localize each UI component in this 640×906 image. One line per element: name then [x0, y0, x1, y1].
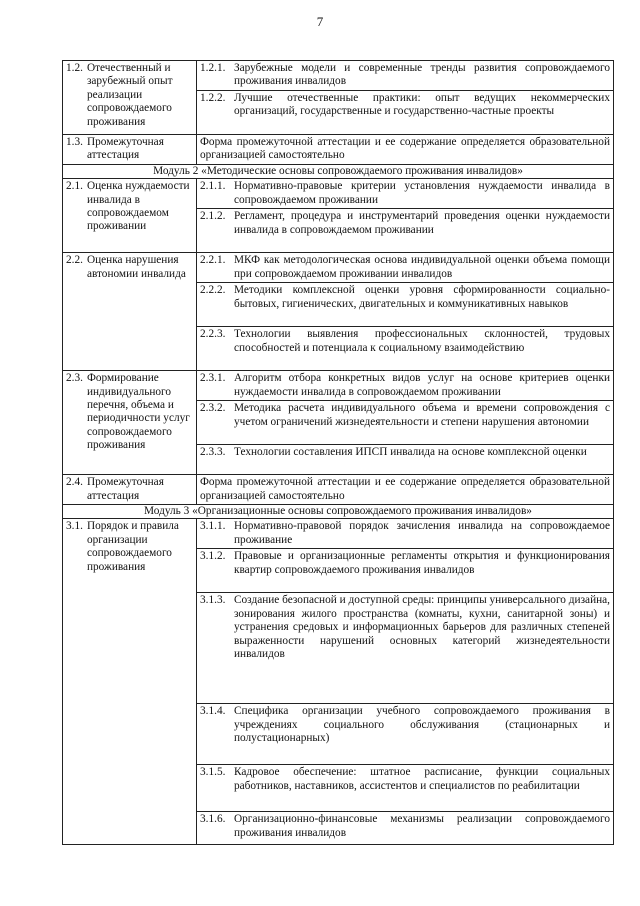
topic-cell	[197, 61, 614, 91]
section-title: Порядок и правила организации сопровождаемого проживания	[86, 520, 179, 573]
topic-cell	[197, 765, 614, 812]
section-title-cell	[63, 519, 197, 845]
section-title-cell	[63, 61, 197, 135]
section-number: 2.3.	[66, 372, 83, 385]
topic-cell	[197, 209, 614, 253]
topic-number: 2.2.3.	[200, 328, 226, 341]
topic-cell	[197, 549, 614, 593]
topic-text: Зарубежные модели и современные тренды развития сопровождаемого проживания инвалидов	[234, 62, 610, 88]
topic-number: 3.1.5.	[200, 766, 226, 779]
attestation-text: Форма промежуточной аттестации и ее содержание определяется образовательной организацией самостоятельно	[197, 135, 614, 165]
section-number: 1.2.	[66, 62, 83, 74]
topic-number: 2.2.1.	[200, 254, 226, 267]
topic-cell	[197, 91, 614, 135]
topic-text: Правовые и организационные регламенты открытия и функционирования квартир сопровождаемого проживания инвалидов	[234, 550, 610, 576]
table-row	[63, 519, 614, 549]
topic-number: 3.1.6.	[200, 813, 226, 826]
topic-number: 2.2.2.	[200, 284, 226, 297]
module-row	[63, 505, 614, 519]
section-title: Формирование индивидуального перечня, объема и периодичности услуг сопровождаемого проживания	[86, 372, 190, 452]
topic-text: Технологии выявления профессиональных склонностей, трудовых способностей и потенциала к социальному взаимодействию	[234, 328, 610, 354]
section-number: 3.1.	[66, 520, 83, 533]
topic-text: Методики комплексной оценки уровня сформированности социально-бытовых, гигиенических, двигательных и коммуникативных навыков	[234, 284, 610, 310]
topic-cell	[197, 179, 614, 209]
topic-number: 3.1.1.	[200, 520, 226, 533]
topic-cell	[197, 401, 614, 445]
section-title: Оценка нарушения автономии инвалида	[86, 254, 186, 280]
topic-cell	[197, 445, 614, 475]
topic-number: 1.2.2.	[200, 92, 226, 104]
topic-number: 2.3.3.	[200, 446, 226, 459]
topic-cell	[197, 704, 614, 765]
topic-cell	[197, 593, 614, 704]
section-number: 2.4.	[66, 476, 83, 489]
topic-text: Нормативно-правовой порядок зачисления инвалида на сопровождаемое проживание	[234, 520, 610, 546]
topic-number: 2.3.2.	[200, 402, 226, 415]
section-number: 2.2.	[66, 254, 83, 267]
section-title: Промежуточная аттестация	[86, 136, 164, 162]
topic-text: МКФ как методологическая основа индивидуальной оценки объема помощи при сопровождаемом проживании инвалидов	[234, 254, 610, 280]
section-title: Оценка нуждаемости инвалида в сопровождаемом проживании	[86, 180, 190, 233]
section-title-cell	[63, 475, 197, 505]
topic-text: Алгоритм отбора конкретных видов услуг на основе критериев оценки нуждаемости инвалида в сопровождаемом проживании	[234, 372, 610, 398]
topic-text: Создание безопасной и доступной среды: принципы универсального дизайна, зонирования жилого пространства (комнаты, кухни, санитарной зоны) и устранения средовых и информационных барьеров для различных степеней выраженности нарушений основных категорий жизнедеятельности инвалидов	[234, 594, 610, 661]
page-number: 7	[316, 14, 324, 29]
topic-number: 3.1.2.	[200, 550, 226, 563]
section-title: Промежуточная аттестация	[86, 476, 164, 502]
section-title-cell	[63, 371, 197, 475]
topic-text: Методика расчета индивидуального объема и времени сопровождения с учетом ограничений жизнедеятельности и степени нарушения автономии	[234, 402, 610, 428]
topic-number: 2.3.1.	[200, 372, 226, 385]
topic-number: 3.1.4.	[200, 705, 226, 718]
topic-cell	[197, 253, 614, 283]
topic-cell	[197, 327, 614, 371]
topic-number: 1.2.1.	[200, 62, 226, 74]
table-row	[63, 179, 614, 209]
section-title: Отечественный и зарубежный опыт реализации сопровождаемого проживания	[86, 62, 173, 128]
topic-text: Технологии составления ИПСП инвалида на основе комплексной оценки	[234, 446, 587, 459]
section-title-cell	[63, 179, 197, 253]
section-title-cell	[63, 253, 197, 371]
table-row	[63, 61, 614, 91]
section-number: 1.3.	[66, 136, 83, 148]
topic-text: Лучшие отечественные практики: опыт ведущих некоммерческих организаций, государственные и государственно-частные проекты	[234, 92, 610, 118]
table-row	[63, 253, 614, 283]
module-row	[63, 164, 614, 178]
table-row	[63, 371, 614, 401]
module-title: Модуль 3 «Организационные основы сопровождаемого проживания инвалидов»	[63, 505, 614, 519]
topic-number: 2.1.1.	[200, 180, 226, 193]
curriculum-table	[62, 60, 614, 845]
topic-cell	[197, 283, 614, 327]
topic-text: Кадровое обеспечение: штатное расписание, функции социальных работников, наставников, ассистентов и специалистов по реабилитации	[234, 766, 610, 792]
topic-cell	[197, 371, 614, 401]
topic-cell	[197, 812, 614, 845]
module-title: Модуль 2 «Методические основы сопровождаемого проживания инвалидов»	[63, 164, 614, 178]
section-number: 2.1.	[66, 180, 83, 193]
topic-cell	[197, 519, 614, 549]
topic-text: Специфика организации учебного сопровождаемого проживания в учреждениях социального обслуживания (стационарных и полустационарных)	[234, 705, 610, 745]
topic-number: 3.1.3.	[200, 594, 226, 607]
table-row	[63, 135, 614, 165]
topic-text: Организационно-финансовые механизмы реализации сопровождаемого проживания инвалидов	[234, 813, 610, 839]
topic-number: 2.1.2.	[200, 210, 226, 223]
topic-text: Регламент, процедура и инструментарий проведения оценки нуждаемости инвалида в сопровождаемом проживании	[234, 210, 610, 236]
attestation-text: Форма промежуточной аттестации и ее содержание определяется образовательной организацией самостоятельно	[197, 475, 614, 505]
section-title-cell	[63, 135, 197, 165]
topic-text: Нормативно-правовые критерии установления нуждаемости инвалида в сопровождаемом проживании	[234, 180, 610, 206]
table-row	[63, 475, 614, 505]
